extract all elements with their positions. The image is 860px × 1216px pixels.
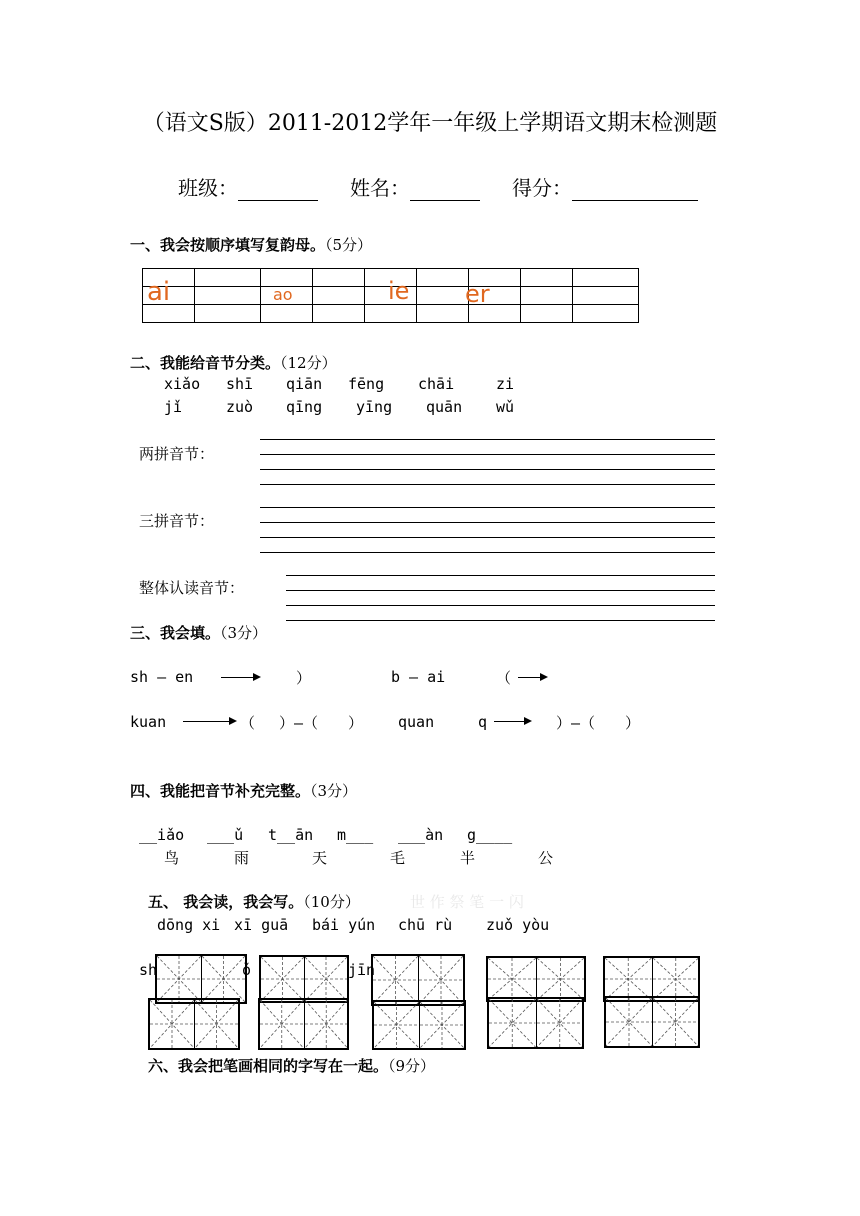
page-title: （语文S版）2011-2012学年一年级上学期语文期末检测题 <box>142 111 718 136</box>
syllable-ying: yīng <box>356 398 393 416</box>
tianzi-cell[interactable] <box>150 1000 194 1048</box>
example-final-ie: ie <box>388 277 410 305</box>
section3-heading: 三、我会填。（3分） <box>130 624 268 642</box>
syllable-blank[interactable]: g____ <box>467 826 513 844</box>
score-field <box>512 172 698 201</box>
arrow-icon <box>518 677 546 678</box>
tianzi-cell[interactable] <box>489 999 536 1047</box>
writing-line[interactable] <box>260 537 715 538</box>
pinyin-xigua: xī guā <box>234 916 289 934</box>
answer-paren-close: ） <box>296 669 312 687</box>
tianzi-grid-box[interactable] <box>486 956 586 1002</box>
syllable-blank[interactable]: __iǎo <box>139 826 185 844</box>
class-label: 班级： <box>178 176 238 200</box>
class-blank[interactable] <box>238 180 318 201</box>
stray-pinyin: sh <box>139 961 158 979</box>
hanzi-char: 公 <box>538 849 554 867</box>
pinyin-zuoyou: zuǒ yòu <box>486 916 550 934</box>
tianzi-cell[interactable] <box>374 1002 419 1048</box>
exercise-sh-en: sh — en <box>130 668 194 686</box>
score-label: 得分： <box>512 176 572 200</box>
arrow-icon <box>221 677 259 678</box>
pinyin-churu: chū rù <box>398 916 453 934</box>
exercise-kuan: kuan <box>130 713 167 731</box>
writing-line[interactable] <box>286 575 715 576</box>
syllable-shi: shī <box>226 375 254 393</box>
tianzi-cell[interactable] <box>194 1000 238 1048</box>
section6-heading: 六、我会把笔画相同的字写在一起。（9分） <box>148 1057 436 1075</box>
tianzi-cell[interactable] <box>304 1000 348 1048</box>
example-final-ao: ao <box>273 285 293 304</box>
writing-line[interactable] <box>260 439 715 440</box>
tianzi-grid-box[interactable] <box>371 954 465 1006</box>
hanzi-char: 鸟 <box>164 849 180 867</box>
syllable-ji: jǐ <box>164 398 183 416</box>
writing-line[interactable] <box>260 469 715 470</box>
tianzi-grid-box[interactable] <box>604 996 700 1048</box>
name-label: 姓名： <box>350 176 410 200</box>
stray-pinyin: ǒ <box>242 961 252 979</box>
answer-paren-open: （ <box>496 669 512 687</box>
example-final-ai: ai <box>147 277 171 307</box>
pinyin-dongxi: dōng xi <box>157 916 221 934</box>
faint-background-text: 世 作 祭 笔 一 闪 <box>410 893 524 911</box>
syllable-chai: chāi <box>418 375 455 393</box>
writing-line[interactable] <box>260 552 715 553</box>
pinyin-baiyun: bái yún <box>312 916 376 934</box>
tianzi-cell[interactable] <box>157 956 201 1002</box>
section4-heading: 四、我能把音节补充完整。（3分） <box>130 782 358 800</box>
tianzi-grid-box[interactable] <box>258 998 349 1050</box>
arrow-icon <box>183 721 235 722</box>
section1-heading: 一、我会按顺序填写复韵母。（5分） <box>130 236 373 254</box>
tianzi-cell[interactable] <box>201 956 245 1002</box>
writing-line[interactable] <box>260 522 715 523</box>
writing-line[interactable] <box>286 620 715 621</box>
tianzi-cell[interactable] <box>418 956 463 1004</box>
three-spell-label: 三拼音节： <box>139 512 215 530</box>
tianzi-cell[interactable] <box>261 957 304 1001</box>
syllable-feng: fēng <box>348 375 385 393</box>
tianzi-grid-box[interactable] <box>148 998 240 1050</box>
answer-blanks-quan[interactable]: ）—（ ） <box>556 714 641 732</box>
writing-line[interactable] <box>286 590 715 591</box>
example-final-er: er <box>465 280 490 308</box>
tianzi-cell[interactable] <box>304 957 347 1001</box>
syllable-xiao: xiǎo <box>164 375 201 393</box>
syllable-quan: quān <box>426 398 463 416</box>
hanzi-char: 天 <box>312 849 328 867</box>
syllable-blank[interactable]: ___àn <box>398 826 444 844</box>
score-blank[interactable] <box>572 180 698 201</box>
tianzi-cell[interactable] <box>536 958 584 1000</box>
syllable-wu: wǔ <box>496 398 515 416</box>
hanzi-char: 毛 <box>390 849 406 867</box>
tianzi-cell[interactable] <box>606 998 652 1046</box>
tianzi-cell[interactable] <box>260 1000 304 1048</box>
tianzi-cell[interactable] <box>373 956 418 1004</box>
exercise-q: q <box>478 713 488 731</box>
class-field <box>178 172 318 201</box>
answer-blanks-kuan[interactable]: （ ）—（ ） <box>240 714 364 732</box>
tianzi-grid-box[interactable] <box>155 954 247 1004</box>
writing-line[interactable] <box>286 605 715 606</box>
syllable-qing: qīng <box>286 398 323 416</box>
tianzi-cell[interactable] <box>652 958 699 1000</box>
writing-line[interactable] <box>260 484 715 485</box>
stray-pinyin: jīn <box>348 961 376 979</box>
syllable-blank[interactable]: t__ān <box>268 826 314 844</box>
tianzi-cell[interactable] <box>652 998 698 1046</box>
arrow-icon <box>494 721 530 722</box>
whole-syllable-label: 整体认读音节： <box>139 579 245 597</box>
exercise-b-ai: b — ai <box>391 668 446 686</box>
tianzi-grid-box[interactable] <box>372 1000 466 1050</box>
writing-line[interactable] <box>260 507 715 508</box>
section5-heading: 五、 我会读，我会写。（10分） <box>148 893 360 911</box>
exercise-quan: quan <box>398 713 435 731</box>
tianzi-cell[interactable] <box>419 1002 464 1048</box>
tianzi-cell[interactable] <box>605 958 652 1000</box>
syllable-zi: zi <box>496 375 515 393</box>
section2-heading: 二、我能给音节分类。（12分） <box>130 354 337 372</box>
name-blank[interactable] <box>410 180 480 201</box>
hanzi-char: 半 <box>460 849 476 867</box>
syllable-zuo: zuò <box>226 398 254 416</box>
name-field <box>350 172 480 201</box>
syllable-blank[interactable]: ___ǔ <box>207 826 244 844</box>
syllable-qian: qiān <box>286 375 323 393</box>
two-spell-label: 两拼音节： <box>139 445 215 463</box>
hanzi-char: 雨 <box>234 849 250 867</box>
tianzi-grid-box[interactable] <box>487 997 584 1049</box>
syllable-blank[interactable]: m___ <box>337 826 374 844</box>
tianzi-cell[interactable] <box>488 958 536 1000</box>
tianzi-grid-box[interactable] <box>259 955 349 1003</box>
writing-line[interactable] <box>260 454 715 455</box>
tianzi-cell[interactable] <box>536 999 583 1047</box>
